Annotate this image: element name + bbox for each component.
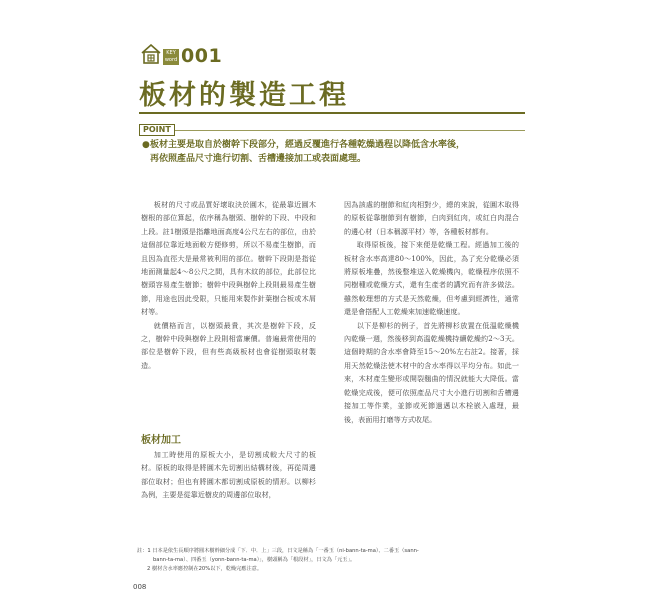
body-column-left (141, 198, 316, 372)
point-line-1: 板材主要是取自於樹幹下段部分，經過反覆進行各種乾燥過程以降低含水率後， (150, 140, 466, 150)
footnote-line: 2 樹材含水率應控制在20%以下，乾燥完應注意。 (147, 566, 263, 572)
key-word-badge (163, 49, 179, 65)
key-number: 001 (181, 45, 223, 67)
paragraph: 加工時使用的原板大小，是切割成較大尺寸的板材。原板的取得是將圓木先切割出結構材後，再從周邊部位取材；但也有將圓木都切割成原板的情形。以柳杉為例，主要是從靠近樹皮的周邊部位取材， (141, 450, 316, 500)
paragraph: 因為該處的樹節和紅肉相對少，總的來說，從圓木取得的原板從靠樹節到有樹節，白肉到紅肉，或紅白肉混合的邊心材（日本稱源平材）等，各種板材都有。 (344, 200, 519, 236)
house-icon (140, 44, 162, 64)
section-heading: 板材加工 (141, 435, 181, 446)
key-label: KEY (166, 50, 176, 56)
point-line-2: 再依照產品尺寸進行切割、舌槽邊接加工或表面處理。 (150, 154, 367, 164)
bullet-icon: ● (142, 140, 150, 150)
page-number: 008 (133, 583, 147, 591)
body-column-left-lower (141, 448, 316, 502)
title-divider (139, 112, 525, 114)
footnote-line: bann-ta-ma）、四番玉（yonn-bann-ta-ma）」，樹頭稱為「根段材」，日文為「元玉」。 (153, 557, 356, 563)
body-column-right (344, 198, 519, 426)
page-title: 板材的製造工程 (139, 80, 349, 111)
paragraph: 取得原板後，接下來便是乾燥工程。經過加工後的板材含水率高達80～100%，因此，為了充分乾燥必須將原板堆疊，然後整堆送入乾燥機內，乾燥程序依照不同樹種或乾燥方式，還有生產者的講究而有許多做法。雖然較理想的方式是天然乾燥，但考慮到經濟性，通常還是會搭配人工乾燥來加速乾燥速度。 (344, 240, 519, 317)
point-divider (175, 130, 525, 131)
paragraph: 以下是柳杉的例子，首先將柳杉放置在低溫乾燥機內乾燥一週，然後移到高溫乾燥機持續乾燥約2～3天。這個時期的含水率會降至15～20%左右註2。接著，採用天然乾燥法使木材中的含水率得以平均分布。如此一來，木材產生變形或開裂翹曲的情況就能大大降低。當乾燥完成後，便可依照產品尺寸大小進行切割和舌槽邊接加工等作業，並節或死節過邁以木栓嵌入處理，最後，表面用打磨等方式收尾。 (344, 320, 519, 424)
point-label: POINT (139, 124, 175, 136)
paragraph: 就價格而言，以樹頭最貴，其次是樹幹下段，反之，樹幹中段與樹幹上段則相當廉價。普遍最常使用的部位是樹幹下段，但有些高級板材也會從樹頭取材製造。 (141, 320, 316, 370)
point-summary (142, 138, 527, 166)
footnotes (137, 547, 527, 574)
word-label: word (164, 57, 178, 63)
footnote-line: 註：1 日本是依生長順序將圓木樹幹細分成「下．中．上」三段，日文是稱為「一番玉（ni-bann-ta-ma）、二番玉（sann- (137, 548, 419, 554)
paragraph: 板材的尺寸或品質好壞取決於圓木，從最靠近圓木樹根的部位算起，依序稱為樹頭、樹幹的下段、中段和上段。註1樹頭是指離地面高度4公尺左右的部位，由於這個部位靠近地面較方便修剪，所以不易產生樹節，而且因為直徑大是最常被利用的部位。樹幹下段則是指從地面測量起4～8公尺之間，具有木紋的部位，此部位比樹頭容易產生樹節；樹幹中段與樹幹上段則最易產生樹節，用途也因此受限，只能用來製作針葉樹合板或木屑材等。 (141, 200, 316, 317)
